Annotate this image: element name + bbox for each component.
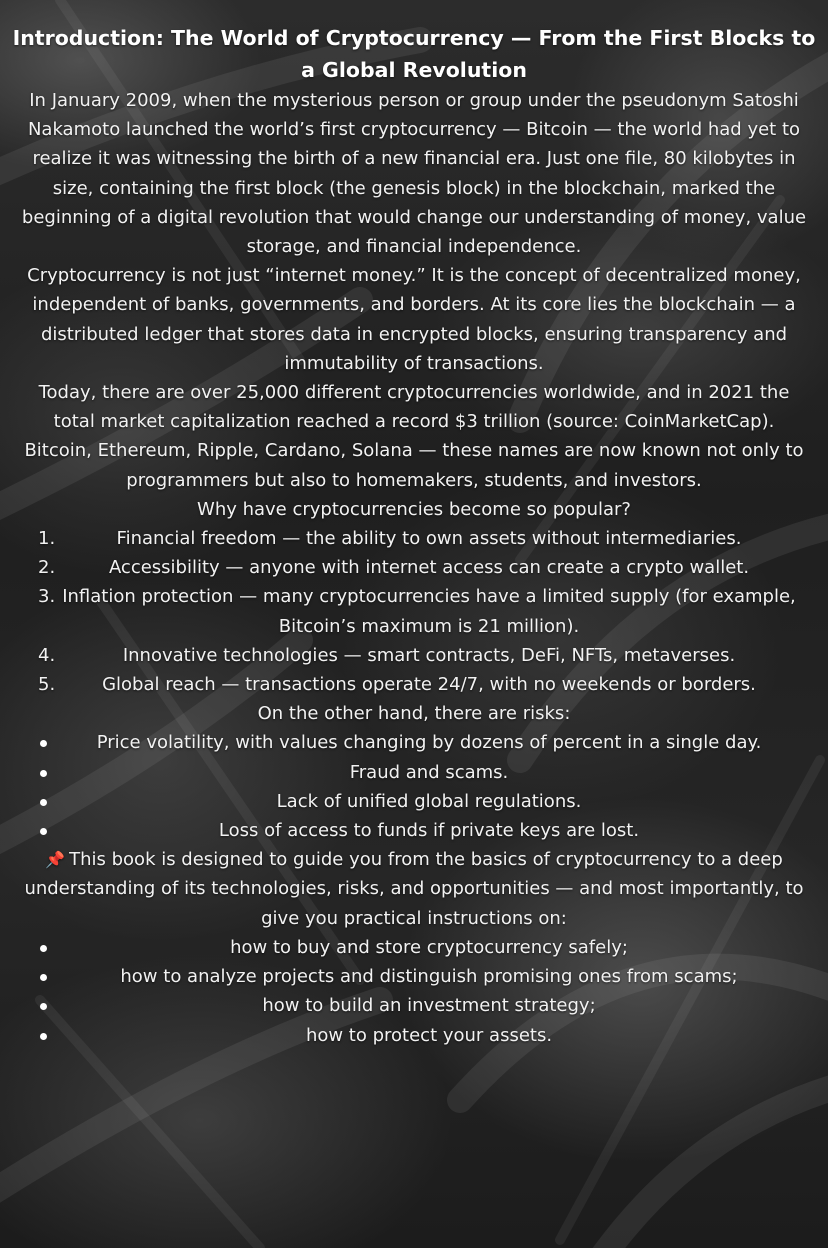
popular-list: [0, 524, 828, 699]
bullet-icon: [40, 974, 47, 981]
list-item: [0, 728, 828, 757]
list-item-text: Lack of unified global regulations.: [276, 790, 582, 812]
list-number: 3.: [38, 586, 56, 608]
list-item-text: how to build an investment strategy;: [262, 995, 596, 1017]
list-item: [0, 933, 828, 962]
bullet-icon: [40, 1003, 47, 1010]
bullet-icon: [40, 1033, 47, 1040]
list-number: 5.: [38, 674, 56, 696]
paragraph-market: Today, there are over 25,000 different cryptocurrencies worldwide, and in 2021 the total market capitalization reached a record $3 trillion (source: CoinMarketCap). Bitcoin, Ethereum, Ripple, Cardano, Solana — these names are now known not only to programmers but also to homemakers, students, and investors.: [24, 382, 804, 491]
book-list: [0, 933, 828, 1050]
list-item-text: how to analyze projects and distinguish promising ones from scams;: [120, 966, 738, 988]
bullet-icon: [40, 828, 47, 835]
list-item: [0, 758, 828, 787]
list-item-text: Accessibility — anyone with internet access can create a crypto wallet.: [108, 557, 750, 579]
risks-list: [0, 728, 828, 845]
list-item-text: Price volatility, with values changing by dozens of percent in a single day.: [96, 732, 762, 754]
paragraph-definition: Cryptocurrency is not just “internet money.” It is the concept of decentralized money, independent of banks, governments, and borders. At its core lies the blockchain — a distributed ledger that stores data in encrypted blocks, ensuring transparency and immutability of transactions.: [27, 265, 801, 374]
list-item-text: Inflation protection — many cryptocurrencies have a limited supply (for example, Bitcoin’s maximum is 21 million).: [62, 586, 796, 637]
list-item: [0, 991, 828, 1020]
list-item-text: Innovative technologies — smart contracts, DeFi, NFTs, metaverses.: [122, 644, 736, 666]
book-intro-text: This book is designed to guide you from the basics of cryptocurrency to a deep understanding of its technologies, risks, and opportunities — and most importantly, to give you practical instructions on:: [24, 849, 804, 929]
bullet-icon: [40, 799, 47, 806]
risks-heading: On the other hand, there are risks:: [257, 703, 571, 725]
list-item: [0, 524, 828, 553]
list-item-text: how to buy and store cryptocurrency safely;: [230, 936, 628, 958]
list-item-text: Global reach — transactions operate 24/7, with no weekends or borders.: [102, 674, 756, 696]
list-number: 4.: [38, 644, 56, 666]
bullet-icon: [40, 945, 47, 952]
list-item-text: Financial freedom — the ability to own assets without intermediaries.: [116, 528, 742, 550]
bullet-icon: [40, 770, 47, 777]
list-item: [0, 1021, 828, 1050]
paragraph-intro: In January 2009, when the mysterious person or group under the pseudonym Satoshi Nakamoto launched the world’s first cryptocurrency — Bitcoin — the world had yet to realize it was witnessing the birth of a new financial era. Just one file, 80 kilobytes in size, containing the first block (the genesis block) in the blockchain, marked the beginning of a digital revolution that would change our understanding of money, value storage, and financial independence.: [21, 90, 807, 258]
list-item: [0, 582, 828, 640]
list-item: [0, 641, 828, 670]
list-number: 2.: [38, 557, 56, 579]
pushpin-icon: 📌: [45, 850, 66, 870]
list-item-text: Loss of access to funds if private keys are lost.: [218, 820, 640, 842]
list-item: [0, 670, 828, 699]
popular-heading: Why have cryptocurrencies become so popular?: [197, 498, 631, 520]
list-item: [0, 553, 828, 582]
document-body: [0, 22, 828, 1050]
book-intro: [18, 845, 810, 933]
list-item-text: how to protect your assets.: [305, 1024, 553, 1046]
list-item: [0, 962, 828, 991]
bullet-icon: [40, 740, 47, 747]
list-number: 1.: [38, 528, 56, 550]
list-item-text: Fraud and scams.: [349, 761, 509, 783]
list-item: [0, 787, 828, 816]
page-title: Introduction: The World of Cryptocurrency — From the First Blocks to a Global Revolution: [12, 26, 816, 82]
list-item: [0, 816, 828, 845]
